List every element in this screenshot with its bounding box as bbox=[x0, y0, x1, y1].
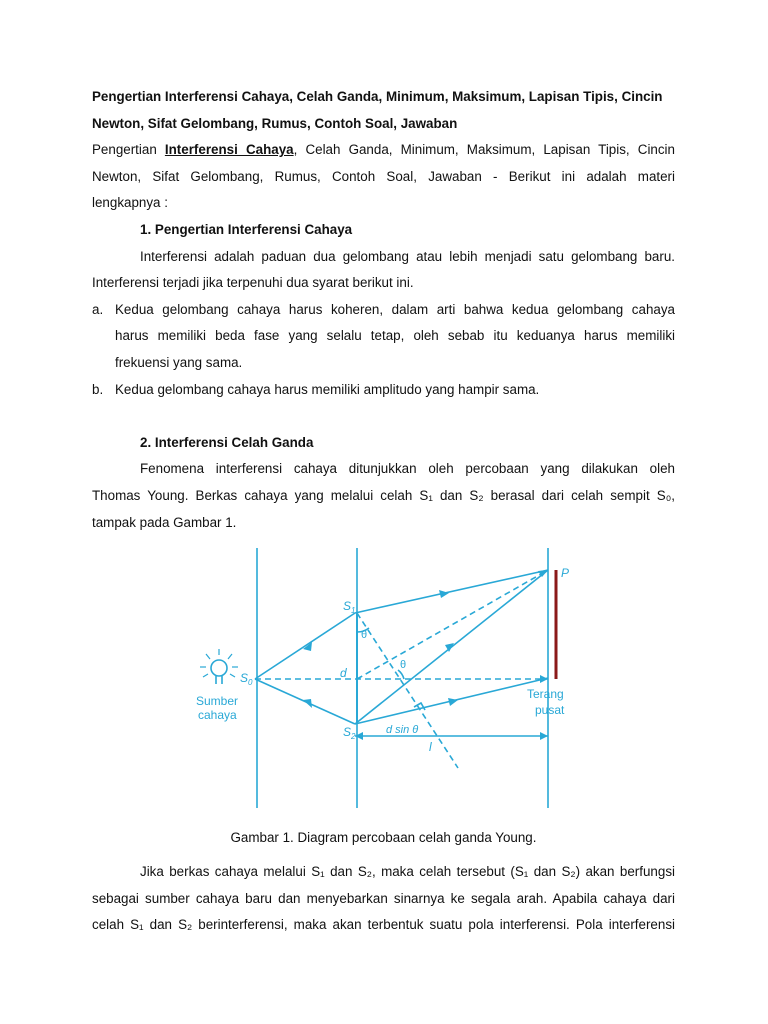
after-line-2: sebagai sumber cahaya baru dan menyebarkan sinarnya ke segala arah. Apabila cahaya dari bbox=[92, 890, 675, 906]
section-2-line-2: Thomas Young. Berkas cahaya yang melalui celah S₁ dan S₂ berasal dari celah sempit S₀, bbox=[92, 487, 675, 503]
interferensi-cahaya-link[interactable]: Interferensi Cahaya bbox=[164, 142, 294, 158]
list-item-a-line-1: Kedua gelombang cahaya harus koheren, dalam arti bahwa kedua gelombang cahaya bbox=[115, 301, 675, 317]
intro-prefix: Pengertian bbox=[92, 142, 165, 158]
label-p: P bbox=[561, 566, 570, 580]
section-2-heading: 2. Interferensi Celah Ganda bbox=[140, 434, 314, 450]
arrow-s0-s2 bbox=[303, 699, 312, 708]
perpendicular-dashed bbox=[357, 613, 458, 768]
list-marker-b: b. bbox=[92, 381, 104, 397]
label-cahaya: cahaya bbox=[198, 708, 237, 722]
intro-line-1 bbox=[92, 137, 675, 164]
label-sumber: Sumber bbox=[196, 694, 239, 708]
intro-line-3: lengkapnya : bbox=[92, 195, 168, 211]
theta-arc-2 bbox=[398, 670, 404, 679]
document-body bbox=[92, 84, 675, 536]
arrow-l-right bbox=[540, 732, 548, 740]
figure-caption: Gambar 1. Diagram percobaan celah ganda Young. bbox=[230, 830, 537, 845]
label-pusat: pusat bbox=[535, 703, 565, 717]
intro-suffix: , Celah Ganda, Minimum, Maksimum, Lapisan Tipis, Cincin bbox=[293, 142, 675, 158]
label-s2: $S_2$ bbox=[343, 725, 356, 741]
label-theta-1: θ bbox=[361, 629, 368, 641]
bulb-rays bbox=[200, 649, 238, 677]
midpoint-to-p-dashed bbox=[357, 570, 548, 679]
label-s0: $S_0$ bbox=[240, 671, 253, 687]
after-line-1: Jika berkas cahaya melalui S₁ dan S₂, maka celah tersebut (S₁ dan S₂) akan berfungsi bbox=[140, 864, 675, 879]
doc-title-line-2: Newton, Sifat Gelombang, Rumus, Contoh Soal, Jawaban bbox=[92, 115, 458, 131]
arrow-center bbox=[540, 675, 548, 683]
label-l: l bbox=[429, 740, 432, 754]
list-marker-a: a. bbox=[92, 301, 104, 317]
section-1-para-line-1: Interferensi adalah paduan dua gelombang atau lebih menjadi satu gelombang baru. bbox=[140, 248, 675, 264]
label-theta-2: θ bbox=[400, 659, 407, 671]
label-dsin-theta: d sin θ bbox=[386, 724, 419, 736]
section-2-line-3: tampak pada Gambar 1. bbox=[92, 514, 237, 530]
lightbulb-icon bbox=[211, 660, 227, 676]
list-item-b bbox=[92, 377, 675, 404]
label-d: d bbox=[340, 666, 347, 680]
doc-title-line-1: Pengertian Interferensi Cahaya, Celah Ganda, Minimum, Maksimum, Lapisan Tipis, Cincin bbox=[92, 89, 663, 104]
arrow-s1-p bbox=[439, 590, 449, 598]
list-item-a-line-3: frekuensi yang sama. bbox=[115, 354, 243, 370]
section-2-line-1: Fenomena interferensi cahaya ditunjukkan oleh percobaan yang dilakukan oleh bbox=[140, 461, 675, 477]
intro-line-2: Newton, Sifat Gelombang, Rumus, Contoh Soal, Jawaban - Berikut ini adalah materi bbox=[92, 168, 675, 184]
label-terang: Terang bbox=[527, 687, 564, 701]
list-item-a-line-2: harus memiliki beda fase yang selalu tetap, oleh sebab itu keduanya harus memiliki bbox=[115, 328, 675, 344]
after-figure-paragraph bbox=[92, 859, 675, 939]
after-line-3: celah S₁ dan S₂ berinterferensi, maka akan terbentuk suatu pola interferensi. Pola interferensi bbox=[92, 917, 675, 933]
section-1-para-line-2: Interferensi terjadi jika terpenuhi dua syarat berikut ini. bbox=[92, 275, 414, 291]
label-s1: $S_1$ bbox=[343, 599, 356, 615]
section-1-heading: 1. Pengertian Interferensi Cahaya bbox=[140, 221, 353, 237]
list-item-b-line-1: Kedua gelombang cahaya harus memiliki amplitudo yang hampir sama. bbox=[115, 381, 540, 397]
list-item-a bbox=[92, 297, 675, 324]
figure-diagram bbox=[186, 546, 586, 810]
spacer bbox=[92, 403, 675, 430]
young-double-slit-figure bbox=[186, 546, 586, 810]
ray-s1-p bbox=[355, 570, 548, 613]
